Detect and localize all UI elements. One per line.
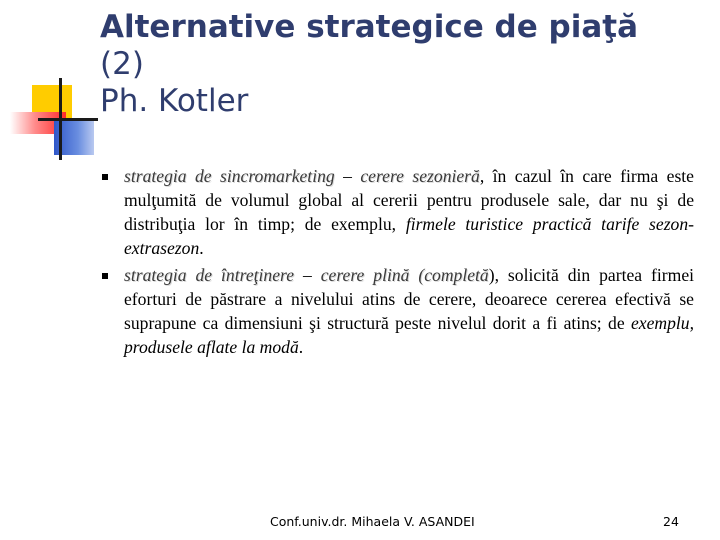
bullet-example: firmele turistice practică tarife sezon-extrasezon [124,214,695,258]
bullet-square-icon [102,273,108,279]
demand-type: cerere plină (completă [320,265,489,285]
decor-horizontal-line [38,118,98,121]
title-line-3: Ph. Kotler [100,83,249,119]
demand-type: cerere sezonieră [360,166,480,186]
bullet-end: . [199,238,204,258]
bullet-text: ), solicită din partea firmei eforturi de păstrare a nivelului atins de cerere, deoarece cererea efectivă se suprapune ca dimensiuni şi structură peste nivelul dorit a fi atins; de [124,265,695,333]
footer-author: Conf.univ.dr. Mihaela V. ASANDEI [270,514,475,529]
dash: – [334,166,361,186]
slide-title [100,9,700,120]
title-line-2: (2) [100,46,144,82]
strategy-term: strategia de sincromarketing [124,166,335,186]
bullet-item-sincromarketing [124,164,694,260]
strategy-term: strategia de întreţinere [124,265,295,285]
bullet-end: . [298,337,304,357]
bullet-example: exemplu, produsele aflate la modă [124,313,694,357]
bullet-text: , în cazul în care firma este mulţumită de volumul global al cererii pentru produsele sale, dar nu şi de distribuţia lor în timp; de exemplu, [124,166,694,234]
page-number: 24 [663,514,679,529]
dash: – [294,265,321,285]
title-line-1: Alternative strategice de piaţă [100,9,639,45]
bullet-item-intretinere [124,263,694,359]
bullet-square-icon [102,174,108,180]
